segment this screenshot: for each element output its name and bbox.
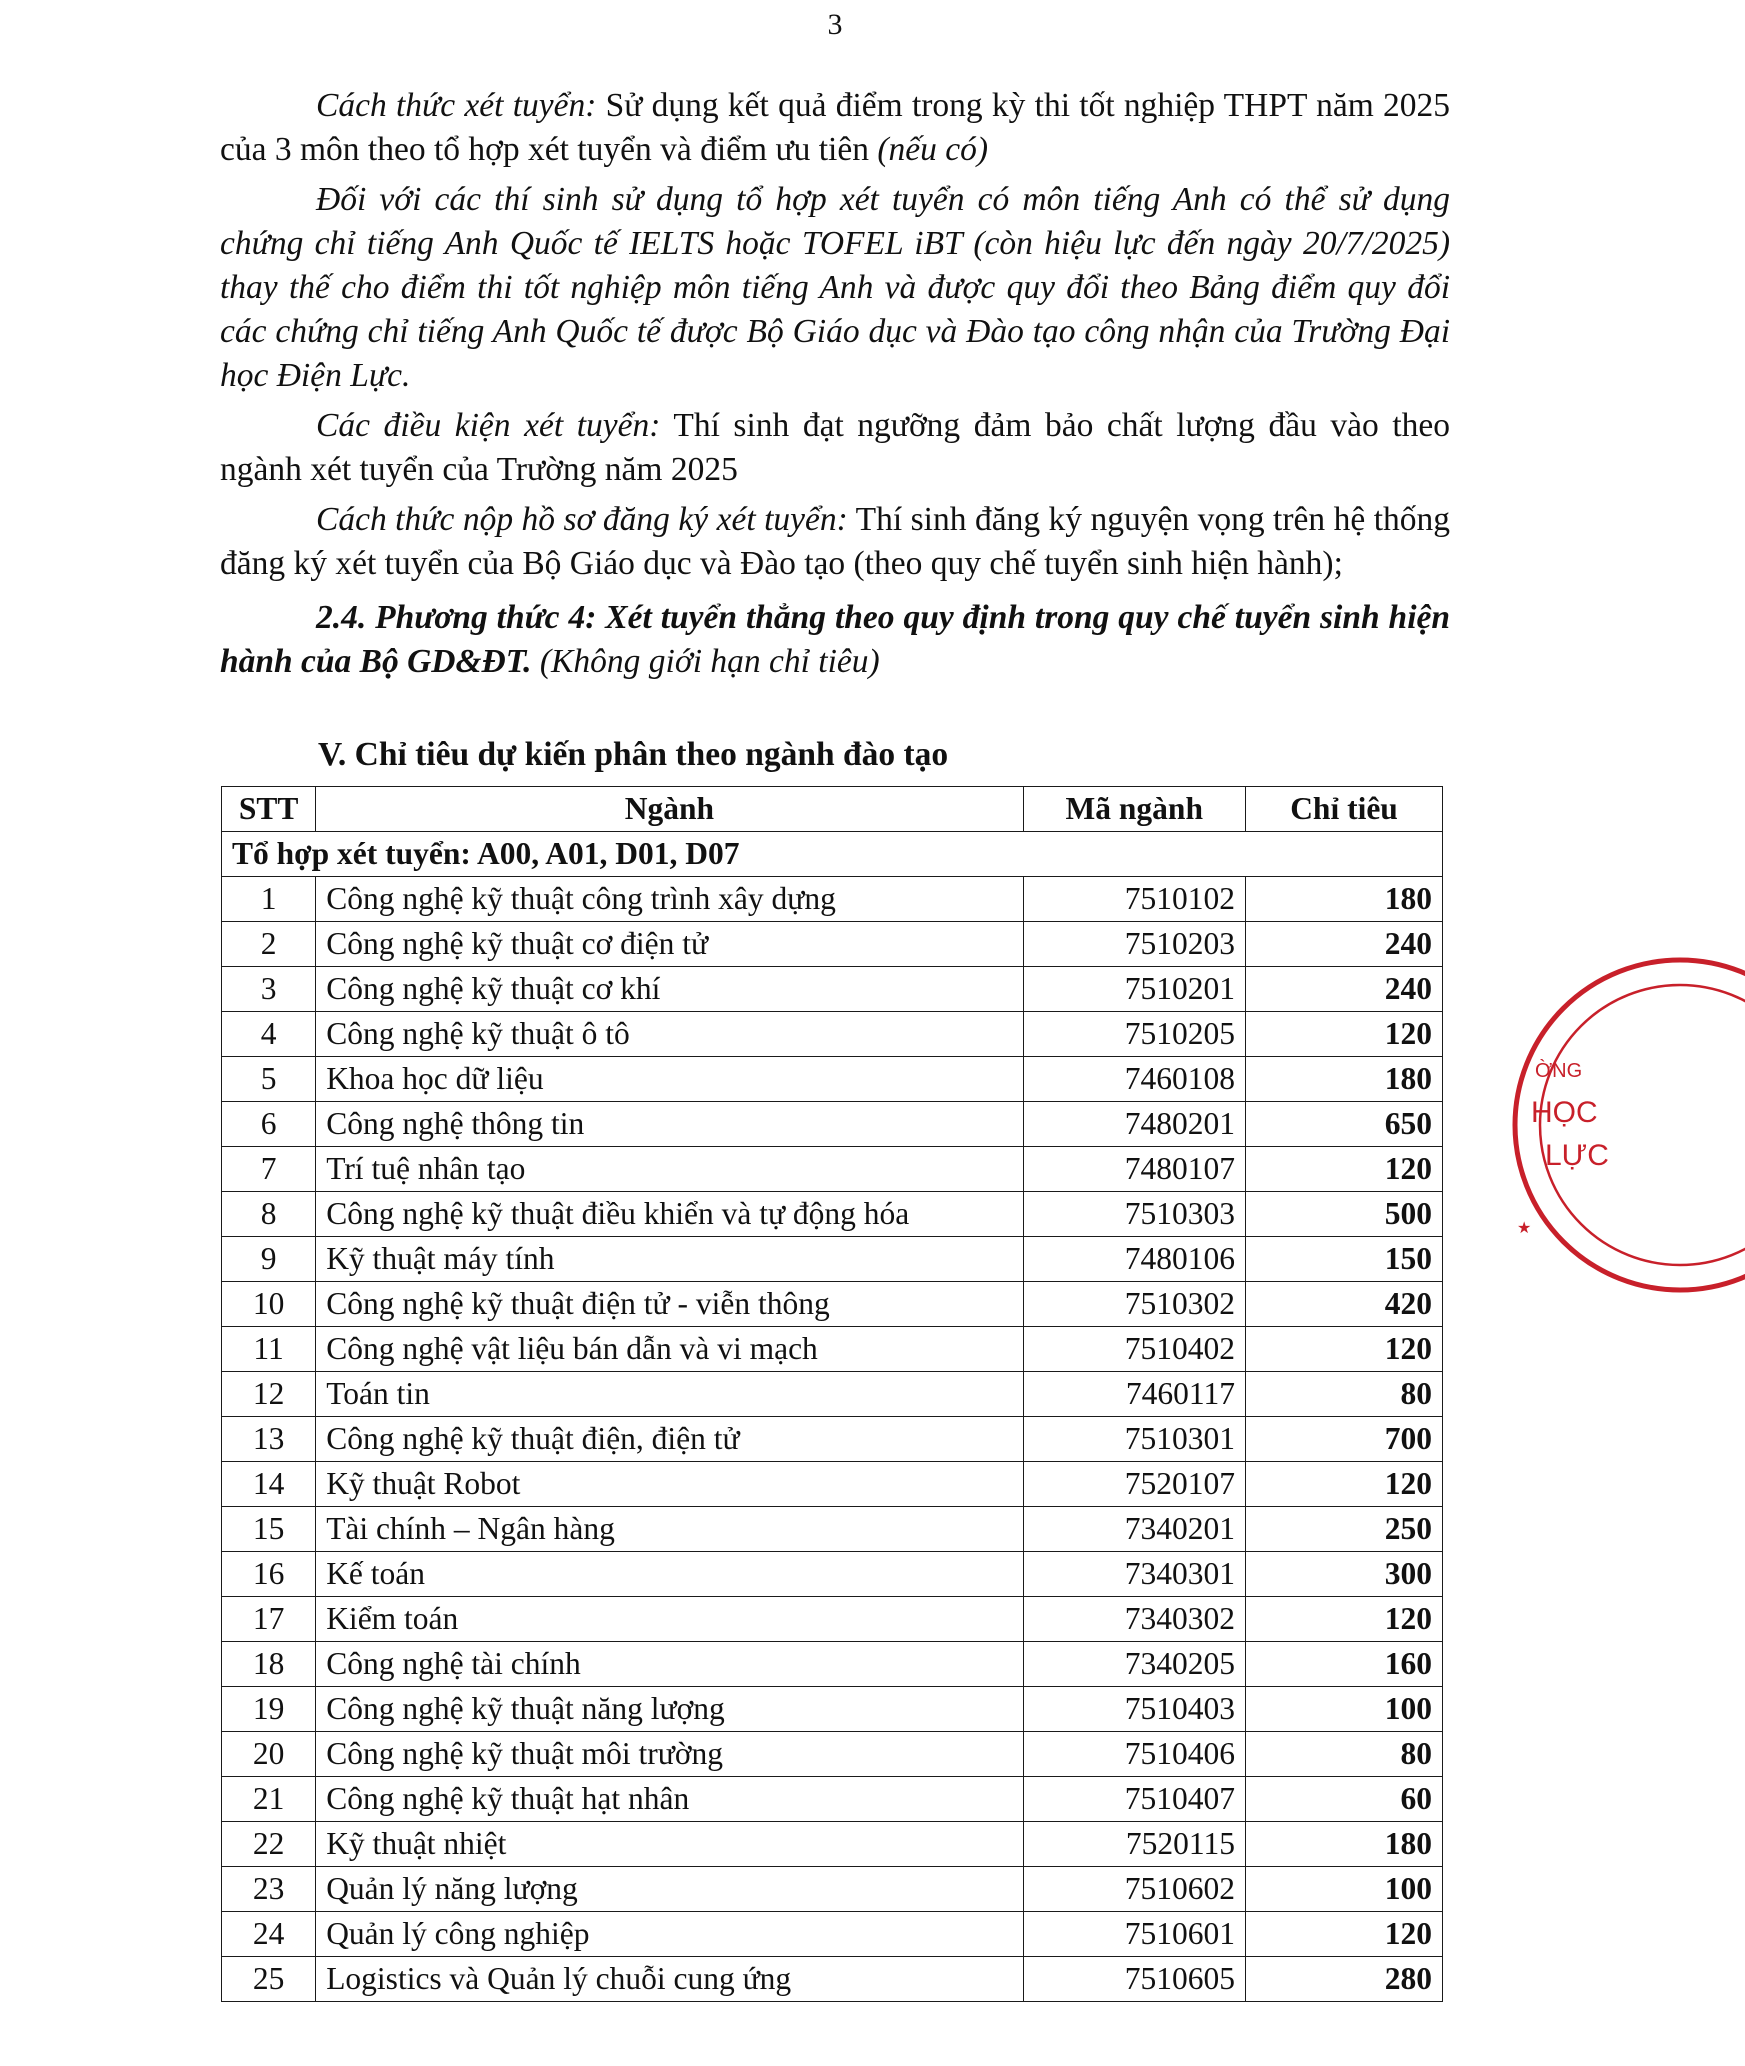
cell-name: Toán tin bbox=[316, 1372, 1023, 1417]
cell-stt: 11 bbox=[222, 1327, 316, 1372]
cell-stt: 10 bbox=[222, 1282, 316, 1327]
cell-stt: 18 bbox=[222, 1642, 316, 1687]
stamp-seal bbox=[1505, 975, 1745, 1275]
cell-quota: 120 bbox=[1246, 1597, 1443, 1642]
table-row bbox=[222, 1327, 1443, 1372]
cell-stt: 14 bbox=[222, 1462, 316, 1507]
cell-stt: 5 bbox=[222, 1057, 316, 1102]
table-row bbox=[222, 1552, 1443, 1597]
cell-name: Kế toán bbox=[316, 1552, 1023, 1597]
table-row bbox=[222, 1237, 1443, 1282]
table-row bbox=[222, 1867, 1443, 1912]
cell-stt: 21 bbox=[222, 1777, 316, 1822]
header-name: Ngành bbox=[316, 787, 1023, 832]
cell-code: 7520115 bbox=[1023, 1822, 1246, 1867]
cell-name: Công nghệ vật liệu bán dẫn và vi mạch bbox=[316, 1327, 1023, 1372]
stamp-text-1: ỜNG bbox=[1535, 1060, 1583, 1082]
cell-name: Công nghệ thông tin bbox=[316, 1102, 1023, 1147]
cell-name: Quản lý công nghiệp bbox=[316, 1912, 1023, 1957]
cell-quota: 100 bbox=[1246, 1867, 1443, 1912]
cell-quota: 80 bbox=[1246, 1732, 1443, 1777]
table-row bbox=[222, 1822, 1443, 1867]
cell-code: 7340302 bbox=[1023, 1597, 1246, 1642]
cell-name: Tài chính – Ngân hàng bbox=[316, 1507, 1023, 1552]
cell-quota: 700 bbox=[1246, 1417, 1443, 1462]
cell-name: Kiểm toán bbox=[316, 1597, 1023, 1642]
cell-quota: 120 bbox=[1246, 1462, 1443, 1507]
cell-quota: 120 bbox=[1246, 1912, 1443, 1957]
section-title: V. Chỉ tiêu dự kiến phân theo ngành đào tạo bbox=[318, 736, 949, 773]
cell-stt: 24 bbox=[222, 1912, 316, 1957]
cell-code: 7510601 bbox=[1023, 1912, 1246, 1957]
table-row bbox=[222, 1687, 1443, 1732]
cell-name: Công nghệ kỹ thuật điều khiển và tự động hóa bbox=[316, 1192, 1023, 1237]
cell-quota: 180 bbox=[1246, 1057, 1443, 1102]
table-row bbox=[222, 1462, 1443, 1507]
cell-stt: 22 bbox=[222, 1822, 316, 1867]
cell-code: 7510602 bbox=[1023, 1867, 1246, 1912]
paragraph-admission-method bbox=[220, 84, 1450, 172]
cell-code: 7460117 bbox=[1023, 1372, 1246, 1417]
cell-quota: 120 bbox=[1246, 1147, 1443, 1192]
header-stt: STT bbox=[222, 787, 316, 832]
cell-code: 7510402 bbox=[1023, 1327, 1246, 1372]
table-row bbox=[222, 1372, 1443, 1417]
cell-code: 7340201 bbox=[1023, 1507, 1246, 1552]
cell-stt: 3 bbox=[222, 967, 316, 1012]
cell-stt: 4 bbox=[222, 1012, 316, 1057]
cell-quota: 80 bbox=[1246, 1372, 1443, 1417]
admission-conditions-text: Thí sinh đạt ngưỡng đảm bảo chất lượng đầu vào theo ngành xét tuyển của Trường năm 2025 bbox=[220, 407, 1450, 488]
admission-conditions-label: Các điều kiện xét tuyển: bbox=[316, 407, 661, 444]
table-row bbox=[222, 1417, 1443, 1462]
cell-name: Khoa học dữ liệu bbox=[316, 1057, 1023, 1102]
quota-table bbox=[221, 786, 1443, 2002]
cell-quota: 60 bbox=[1246, 1777, 1443, 1822]
paragraph-english-certificate: Đối với các thí sinh sử dụng tổ hợp xét tuyển có môn tiếng Anh có thể sử dụng chứng chỉ tiếng Anh Quốc tế IELTS hoặc TOFEL iBT (còn hiệu lực đến ngày 20/7/2025) thay thế cho điểm thi tốt nghiệp môn tiếng Anh và được quy đổi theo Bảng điểm quy đổi các chứng chỉ tiếng Anh Quốc tế được Bộ Giáo dục và Đào tạo công nhận của Trường Đại học Điện Lực. bbox=[220, 181, 1450, 394]
cell-stt: 2 bbox=[222, 922, 316, 967]
cell-code: 7510407 bbox=[1023, 1777, 1246, 1822]
cell-code: 7510403 bbox=[1023, 1687, 1246, 1732]
admission-method-note: (nếu có) bbox=[877, 131, 989, 168]
cell-code: 7510203 bbox=[1023, 922, 1246, 967]
cell-name: Công nghệ kỹ thuật điện, điện tử bbox=[316, 1417, 1023, 1462]
header-quota: Chỉ tiêu bbox=[1246, 787, 1443, 832]
cell-stt: 13 bbox=[222, 1417, 316, 1462]
cell-stt: 15 bbox=[222, 1507, 316, 1552]
table-header-row bbox=[222, 787, 1443, 832]
table-row bbox=[222, 1147, 1443, 1192]
cell-quota: 300 bbox=[1246, 1552, 1443, 1597]
cell-quota: 240 bbox=[1246, 967, 1443, 1012]
cell-quota: 150 bbox=[1246, 1237, 1443, 1282]
table-row bbox=[222, 1597, 1443, 1642]
cell-name: Trí tuệ nhân tạo bbox=[316, 1147, 1023, 1192]
cell-name: Công nghệ kỹ thuật hạt nhân bbox=[316, 1777, 1023, 1822]
paragraph-method-4 bbox=[220, 596, 1450, 684]
cell-stt: 8 bbox=[222, 1192, 316, 1237]
admission-method-text: Sử dụng kết quả điểm trong kỳ thi tốt nghiệp THPT năm 2025 của 3 môn theo tổ hợp xét tuyển và điểm ưu tiên bbox=[220, 87, 1450, 168]
group-label: Tổ hợp xét tuyển: A00, A01, D01, D07 bbox=[222, 832, 1443, 877]
stamp-text-2: HỌC bbox=[1531, 1096, 1598, 1129]
cell-name: Kỹ thuật máy tính bbox=[316, 1237, 1023, 1282]
stamp-outer-ring bbox=[1515, 960, 1745, 1290]
table-row bbox=[222, 877, 1443, 922]
cell-code: 7510406 bbox=[1023, 1732, 1246, 1777]
cell-stt: 19 bbox=[222, 1687, 316, 1732]
submission-method-text: Thí sinh đăng ký nguyện vọng trên hệ thống đăng ký xét tuyển của Bộ Giáo dục và Đào tạo (theo quy chế tuyển sinh hiện hành); bbox=[220, 501, 1450, 582]
cell-name: Kỹ thuật Robot bbox=[316, 1462, 1023, 1507]
cell-code: 7510102 bbox=[1023, 877, 1246, 922]
cell-stt: 9 bbox=[222, 1237, 316, 1282]
cell-name: Công nghệ kỹ thuật năng lượng bbox=[316, 1687, 1023, 1732]
cell-quota: 100 bbox=[1246, 1687, 1443, 1732]
cell-name: Kỹ thuật nhiệt bbox=[316, 1822, 1023, 1867]
cell-quota: 160 bbox=[1246, 1642, 1443, 1687]
table-row bbox=[222, 1732, 1443, 1777]
cell-stt: 20 bbox=[222, 1732, 316, 1777]
cell-name: Công nghệ kỹ thuật ô tô bbox=[316, 1012, 1023, 1057]
table-row bbox=[222, 1282, 1443, 1327]
cell-stt: 23 bbox=[222, 1867, 316, 1912]
cell-code: 7510301 bbox=[1023, 1417, 1246, 1462]
table-row bbox=[222, 922, 1443, 967]
table-row bbox=[222, 1507, 1443, 1552]
cell-name: Công nghệ kỹ thuật điện tử - viễn thông bbox=[316, 1282, 1023, 1327]
cell-quota: 180 bbox=[1246, 877, 1443, 922]
admission-method-label: Cách thức xét tuyển: bbox=[316, 87, 597, 124]
submission-method-label: Cách thức nộp hồ sơ đăng ký xét tuyển: bbox=[316, 501, 848, 538]
paragraph-submission-method bbox=[220, 498, 1450, 586]
cell-code: 7340205 bbox=[1023, 1642, 1246, 1687]
cell-code: 7460108 bbox=[1023, 1057, 1246, 1102]
cell-name: Quản lý năng lượng bbox=[316, 1867, 1023, 1912]
table-row bbox=[222, 1957, 1443, 2002]
cell-code: 7510302 bbox=[1023, 1282, 1246, 1327]
cell-name: Công nghệ tài chính bbox=[316, 1642, 1023, 1687]
cell-quota: 650 bbox=[1246, 1102, 1443, 1147]
body-text bbox=[220, 84, 1450, 684]
table-row bbox=[222, 1192, 1443, 1237]
cell-code: 7510201 bbox=[1023, 967, 1246, 1012]
cell-code: 7480201 bbox=[1023, 1102, 1246, 1147]
stamp-inner-ring bbox=[1540, 985, 1745, 1265]
stamp-text-3: LỰC bbox=[1545, 1139, 1609, 1172]
stamp-star-icon: ★ bbox=[1517, 1218, 1532, 1237]
cell-code: 7510303 bbox=[1023, 1192, 1246, 1237]
cell-quota: 250 bbox=[1246, 1507, 1443, 1552]
header-code: Mã ngành bbox=[1023, 787, 1246, 832]
cell-code: 7340301 bbox=[1023, 1552, 1246, 1597]
cell-name: Công nghệ kỹ thuật cơ điện tử bbox=[316, 922, 1023, 967]
table-row bbox=[222, 967, 1443, 1012]
table-row bbox=[222, 1057, 1443, 1102]
cell-stt: 7 bbox=[222, 1147, 316, 1192]
cell-stt: 25 bbox=[222, 1957, 316, 2002]
table-row bbox=[222, 1912, 1443, 1957]
cell-stt: 17 bbox=[222, 1597, 316, 1642]
cell-quota: 180 bbox=[1246, 1822, 1443, 1867]
cell-name: Công nghệ kỹ thuật cơ khí bbox=[316, 967, 1023, 1012]
cell-code: 7510605 bbox=[1023, 1957, 1246, 2002]
cell-quota: 240 bbox=[1246, 922, 1443, 967]
paragraph-admission-conditions bbox=[220, 404, 1450, 492]
table-row bbox=[222, 1642, 1443, 1687]
cell-stt: 6 bbox=[222, 1102, 316, 1147]
page-number: 3 bbox=[827, 8, 843, 41]
cell-quota: 280 bbox=[1246, 1957, 1443, 2002]
cell-quota: 120 bbox=[1246, 1012, 1443, 1057]
cell-stt: 16 bbox=[222, 1552, 316, 1597]
method-4-note: (Không giới hạn chỉ tiêu) bbox=[531, 643, 880, 680]
group-row bbox=[222, 832, 1443, 877]
cell-quota: 500 bbox=[1246, 1192, 1443, 1237]
cell-code: 7480106 bbox=[1023, 1237, 1246, 1282]
cell-code: 7510205 bbox=[1023, 1012, 1246, 1057]
cell-stt: 12 bbox=[222, 1372, 316, 1417]
cell-name: Logistics và Quản lý chuỗi cung ứng bbox=[316, 1957, 1023, 2002]
table-row bbox=[222, 1777, 1443, 1822]
cell-code: 7520107 bbox=[1023, 1462, 1246, 1507]
method-4-heading: 2.4. Phương thức 4: Xét tuyển thẳng theo quy định trong quy chế tuyển sinh hiện hành của Bộ GD&ĐT. bbox=[220, 599, 1450, 680]
cell-name: Công nghệ kỹ thuật môi trường bbox=[316, 1732, 1023, 1777]
cell-name: Công nghệ kỹ thuật công trình xây dựng bbox=[316, 877, 1023, 922]
table-row bbox=[222, 1102, 1443, 1147]
cell-stt: 1 bbox=[222, 877, 316, 922]
cell-code: 7480107 bbox=[1023, 1147, 1246, 1192]
table-row bbox=[222, 1012, 1443, 1057]
cell-quota: 420 bbox=[1246, 1282, 1443, 1327]
cell-quota: 120 bbox=[1246, 1327, 1443, 1372]
